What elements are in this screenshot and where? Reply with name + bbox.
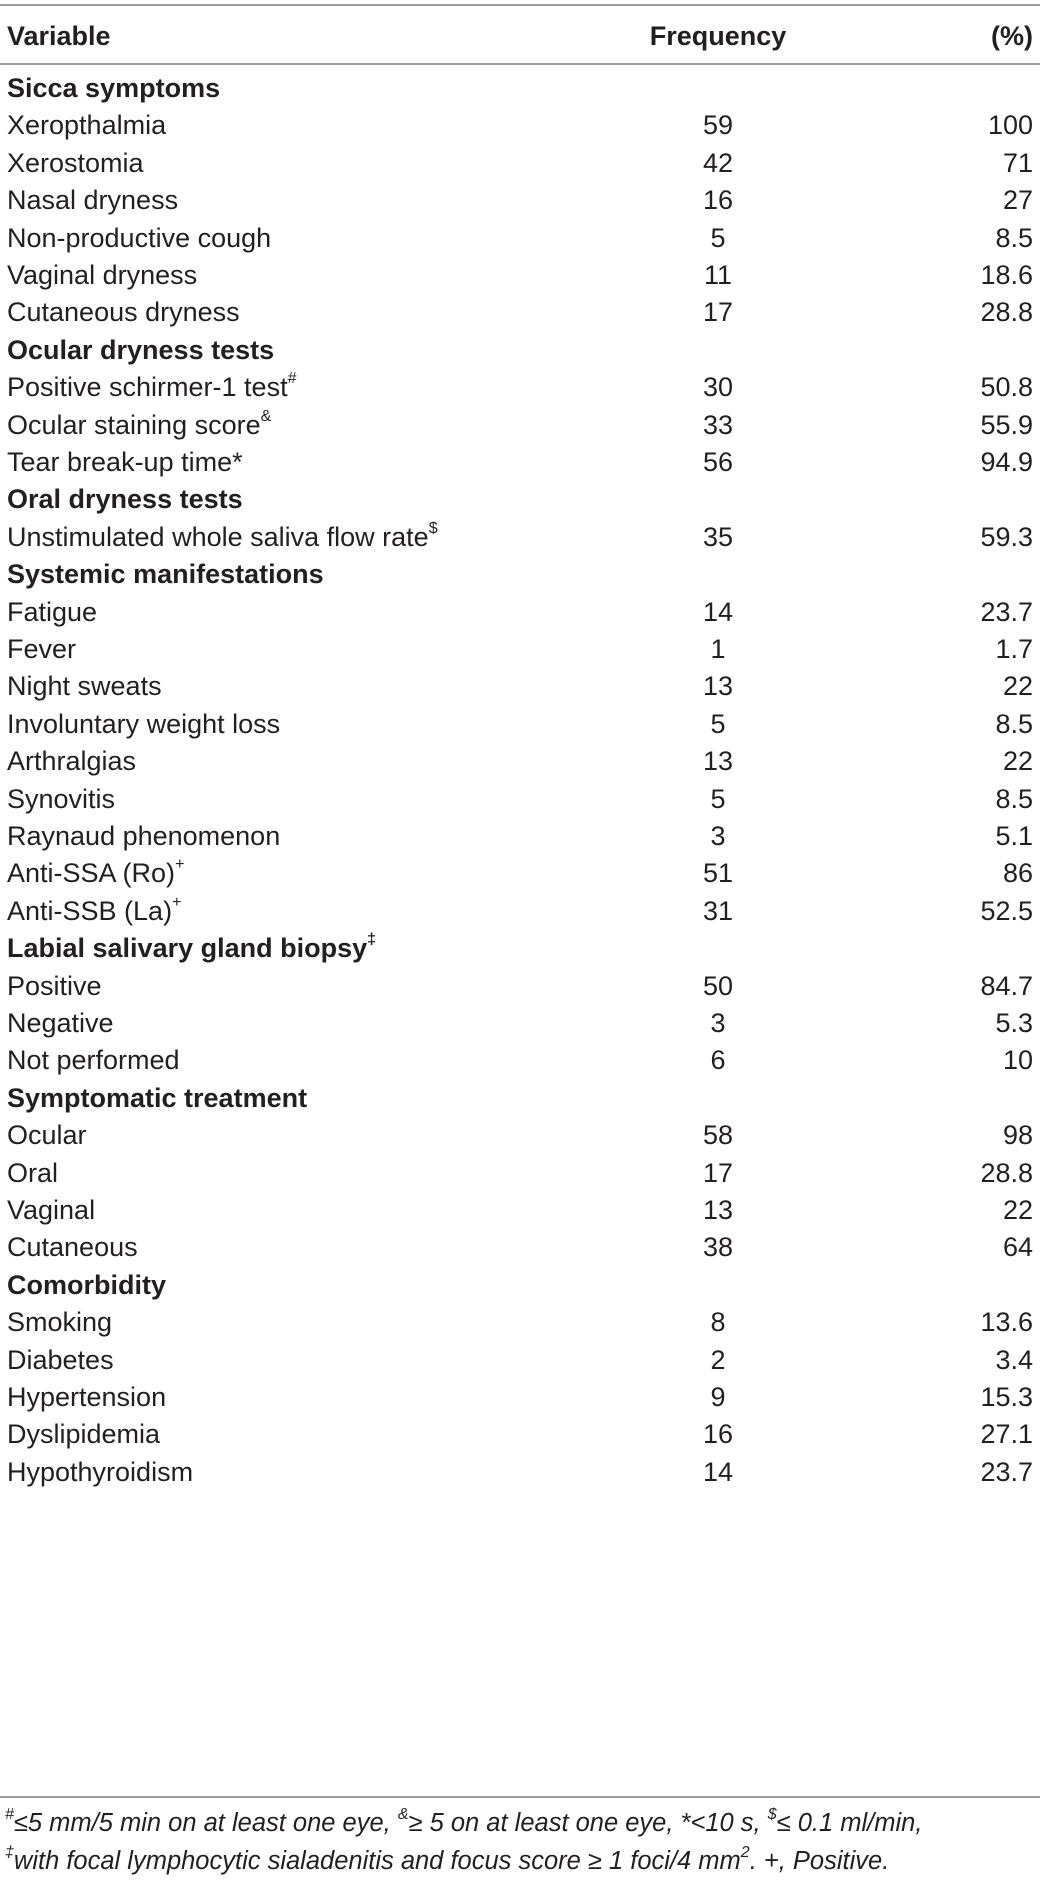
footnote-text: ≤5 mm/5 min on at least one eye, bbox=[13, 1809, 398, 1837]
percent-cell: 86 bbox=[1002, 858, 1033, 889]
percent-cell: 28.8 bbox=[980, 1157, 1033, 1188]
frequency-cell: 30 bbox=[702, 372, 734, 403]
percent-cell: 22 bbox=[1002, 1195, 1033, 1225]
footnote-marker: # bbox=[5, 1805, 14, 1823]
variable-label: Arthralgias bbox=[7, 746, 137, 777]
table-row bbox=[0, 1450, 1040, 1495]
footnote-marker: + bbox=[175, 856, 185, 874]
percent-cell: 8.5 bbox=[995, 708, 1033, 739]
percent-cell: 8.5 bbox=[995, 783, 1033, 814]
frequency-cell: 51 bbox=[702, 858, 734, 889]
variable-label: Fatigue bbox=[7, 596, 98, 627]
frequency-cell: 13 bbox=[702, 1195, 734, 1225]
variable-label: Anti-SSA (Ro) bbox=[7, 858, 176, 889]
percent-cell: 13.6 bbox=[980, 1307, 1033, 1338]
percent-cell: 3.4 bbox=[995, 1344, 1033, 1375]
percent-cell: 1.7 bbox=[995, 634, 1033, 664]
variable-label: Positive bbox=[7, 970, 102, 1001]
variable-label: Synovitis bbox=[7, 783, 116, 814]
variable-label: Cutaneous dryness bbox=[7, 297, 240, 328]
percent-cell: 100 bbox=[987, 110, 1033, 141]
footnote-text: ≤ 0.1 ml/min, bbox=[776, 1809, 923, 1837]
variable-label: Fever bbox=[7, 634, 77, 664]
variable-label: Dyslipidemia bbox=[7, 1419, 161, 1450]
variable-label: Involuntary weight loss bbox=[7, 708, 281, 739]
frequency-cell: 56 bbox=[702, 447, 734, 477]
variable-label: Systemic manifestations bbox=[7, 559, 324, 590]
footnote-marker: ‡ bbox=[367, 931, 377, 949]
variable-label: Xerostomia bbox=[7, 147, 144, 178]
variable-label: Ocular staining score bbox=[7, 409, 261, 440]
footnote-marker: 2 bbox=[740, 1843, 750, 1861]
frequency-cell: 16 bbox=[702, 1419, 734, 1450]
frequency-cell: 11 bbox=[703, 260, 733, 290]
frequency-cell: 6 bbox=[710, 1045, 726, 1076]
variable-label: Raynaud phenomenon bbox=[7, 821, 281, 851]
variable-label: Not performed bbox=[7, 1045, 180, 1076]
footnote-marker: $ bbox=[428, 519, 438, 537]
variable-label: Vaginal bbox=[7, 1195, 96, 1225]
percent-cell: 23.7 bbox=[980, 596, 1033, 627]
percent-cell: 15.3 bbox=[980, 1382, 1033, 1412]
percent-cell: 28.8 bbox=[980, 297, 1033, 328]
variable-label: Positive schirmer-1 test bbox=[7, 372, 288, 403]
frequency-cell: 38 bbox=[702, 1232, 734, 1263]
table-footer-rule bbox=[0, 1796, 1040, 1798]
frequency-cell: 35 bbox=[702, 521, 734, 552]
footnote-marker: & bbox=[397, 1805, 409, 1823]
variable-label: Sicca symptoms bbox=[7, 73, 221, 103]
header-variable: Variable bbox=[7, 21, 111, 51]
frequency-cell: 5 bbox=[710, 783, 726, 814]
percent-cell: 8.5 bbox=[995, 222, 1033, 253]
frequency-cell: 50 bbox=[702, 970, 734, 1001]
frequency-cell: 14 bbox=[702, 596, 734, 627]
table-top-rule bbox=[0, 4, 1040, 6]
variable-label: Night sweats bbox=[7, 671, 162, 702]
percent-cell: 64 bbox=[1002, 1232, 1033, 1263]
frequency-cell: 14 bbox=[702, 1456, 734, 1487]
footnote-line-1 bbox=[5, 1804, 1035, 1842]
percent-cell: 10 bbox=[1002, 1045, 1033, 1076]
footnote-text: *<10 s, bbox=[680, 1809, 768, 1837]
footnote-text: ≥ 5 on at least one eye, bbox=[408, 1809, 681, 1837]
frequency-cell: 9 bbox=[710, 1382, 726, 1412]
frequency-cell: 5 bbox=[710, 222, 726, 253]
frequency-cell: 13 bbox=[702, 671, 734, 702]
variable-label: Oral bbox=[7, 1157, 59, 1188]
percent-cell: 50.8 bbox=[980, 372, 1033, 403]
variable-label: Hypertension bbox=[7, 1382, 167, 1412]
percent-cell: 84.7 bbox=[980, 970, 1033, 1001]
table-footnote bbox=[5, 1804, 1035, 1880]
frequency-cell: 17 bbox=[702, 297, 734, 328]
percent-cell: 55.9 bbox=[980, 409, 1033, 440]
percent-cell: 5.1 bbox=[995, 821, 1033, 851]
percent-cell: 22 bbox=[1002, 746, 1033, 777]
header-percent: (%) bbox=[991, 21, 1033, 51]
frequency-cell: 59 bbox=[702, 110, 734, 141]
frequency-cell: 1 bbox=[710, 634, 726, 664]
variable-label: Ocular bbox=[7, 1120, 87, 1151]
percent-cell: 27.1 bbox=[980, 1419, 1033, 1450]
percent-cell: 23.7 bbox=[980, 1456, 1033, 1487]
table-header-row bbox=[0, 14, 1040, 59]
frequency-cell: 13 bbox=[702, 746, 734, 777]
percent-cell: 94.9 bbox=[980, 447, 1033, 477]
table-header-rule bbox=[0, 63, 1040, 65]
variable-label: Cutaneous bbox=[7, 1232, 138, 1263]
variable-label: Hypothyroidism bbox=[7, 1456, 194, 1487]
frequency-cell: 33 bbox=[702, 409, 734, 440]
percent-cell: 18.6 bbox=[980, 260, 1033, 290]
variable-label: Comorbidity bbox=[7, 1269, 166, 1300]
variable-label: Tear break-up time* bbox=[7, 447, 243, 477]
footnote-text: . +, Positive. bbox=[749, 1847, 890, 1875]
footnote-marker: ‡ bbox=[5, 1843, 14, 1861]
variable-label: Symptomatic treatment bbox=[7, 1082, 308, 1113]
percent-cell: 71 bbox=[1002, 147, 1033, 178]
footnote-marker: # bbox=[287, 370, 297, 388]
percent-cell: 22 bbox=[1002, 671, 1033, 702]
frequency-cell: 3 bbox=[710, 821, 726, 851]
percent-cell: 98 bbox=[1002, 1120, 1033, 1151]
variable-label: Negative bbox=[7, 1008, 114, 1038]
variable-label: Labial salivary gland biopsy bbox=[7, 933, 368, 964]
frequency-cell: 8 bbox=[710, 1307, 726, 1338]
variable-label: Diabetes bbox=[7, 1344, 114, 1375]
variable-label: Smoking bbox=[7, 1307, 113, 1338]
percent-cell: 5.3 bbox=[995, 1008, 1033, 1038]
variable-label: Xeropthalmia bbox=[7, 110, 167, 141]
variable-label: Vaginal dryness bbox=[7, 260, 198, 290]
frequency-cell: 31 bbox=[702, 895, 734, 926]
frequency-cell: 3 bbox=[710, 1008, 726, 1038]
variable-label: Oral dryness tests bbox=[7, 484, 243, 515]
frequency-cell: 2 bbox=[710, 1344, 726, 1375]
frequency-cell: 16 bbox=[702, 185, 734, 216]
percent-cell: 27 bbox=[1002, 185, 1033, 216]
variable-label: Unstimulated whole saliva flow rate bbox=[7, 521, 429, 552]
variable-label: Non-productive cough bbox=[7, 222, 272, 253]
percent-cell: 52.5 bbox=[980, 895, 1033, 926]
frequency-cell: 5 bbox=[710, 708, 726, 739]
variable-label: Anti-SSB (La) bbox=[7, 895, 173, 926]
variable-label: Nasal dryness bbox=[7, 185, 179, 216]
variable-cell bbox=[7, 1450, 193, 1495]
footnote-marker: $ bbox=[767, 1805, 777, 1823]
footnote-text: with focal lymphocytic sialadenitis and focus score ≥ 1 foci/4 mm bbox=[13, 1847, 741, 1875]
footnote-marker: + bbox=[172, 893, 182, 911]
variable-label: Ocular dryness tests bbox=[7, 334, 275, 365]
frequency-cell: 58 bbox=[702, 1120, 734, 1151]
frequency-cell: 17 bbox=[702, 1157, 734, 1188]
percent-cell: 59.3 bbox=[980, 521, 1033, 552]
footnote-line-2 bbox=[5, 1842, 1035, 1880]
footnote-marker: & bbox=[260, 407, 272, 425]
header-frequency: Frequency bbox=[649, 21, 787, 51]
frequency-cell: 42 bbox=[702, 147, 734, 178]
